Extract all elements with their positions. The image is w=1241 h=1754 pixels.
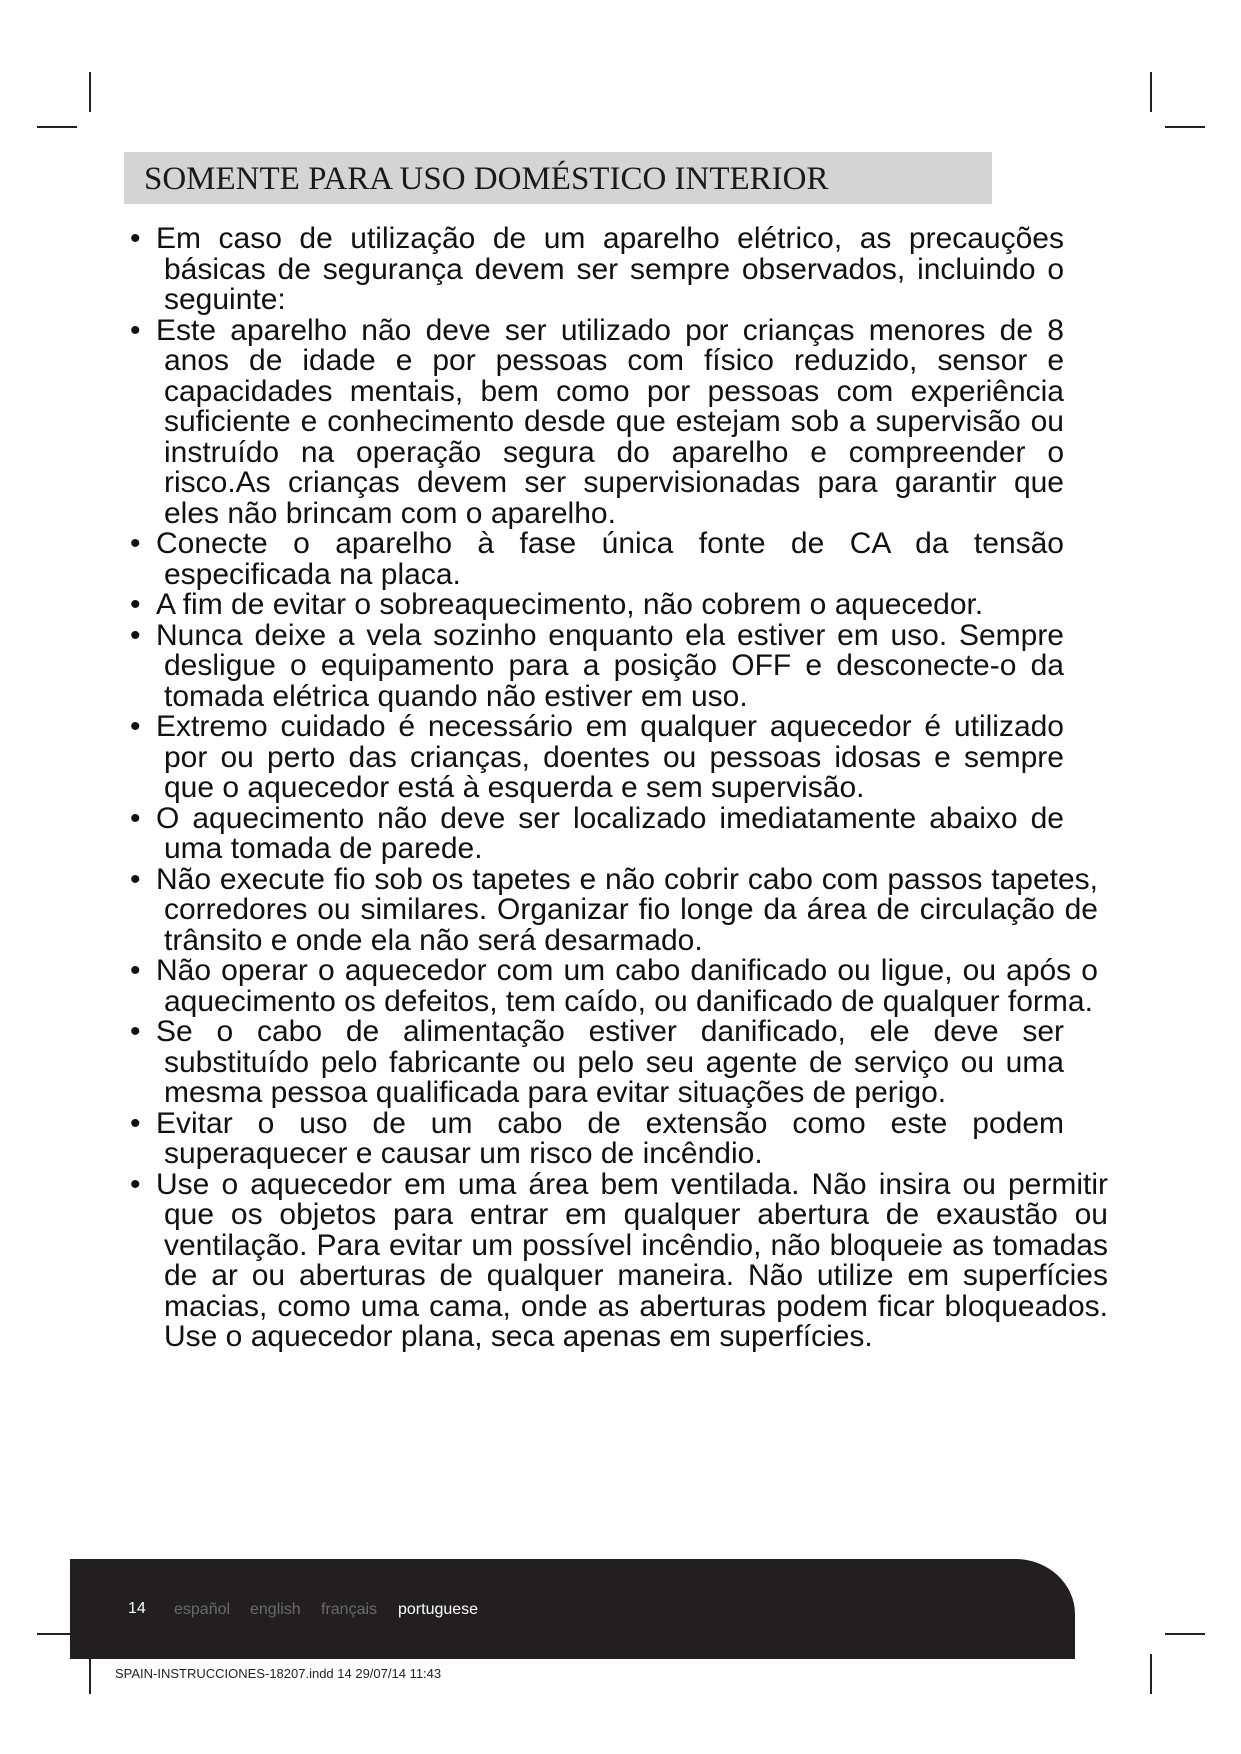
bullet: • <box>130 313 141 347</box>
bullet: • <box>130 1106 141 1140</box>
crop-mark <box>1165 1633 1205 1635</box>
bullet: • <box>130 862 141 896</box>
section-title: SOMENTE PARA USO DOMÉSTICO INTERIOR <box>144 161 829 197</box>
list-item-text: Em caso de utilização de um aparelho elétrico, as precauções básicas de segurança devem ser sempre observados, incluindo o seguinte: <box>156 222 1064 316</box>
crop-mark <box>89 72 91 112</box>
list-item-text: Extremo cuidado é necessário em qualquer aquecedor é utilizado por ou perto das crianças, doentes ou pessoas idosas e sempre que o aquecedor está à esquerda e sem supervisão. <box>156 710 1064 804</box>
safety-instructions-list <box>124 222 1108 1353</box>
section-title-bar <box>124 152 992 204</box>
bullet: • <box>130 1015 141 1048</box>
bullet: • <box>130 710 141 743</box>
list-item <box>124 618 1064 713</box>
list-item <box>124 224 1064 316</box>
crop-mark <box>89 1654 91 1694</box>
list-item-text: Se o cabo de alimentação estiver danificado, ele deve ser substituído pelo fabricante ou pelo seu agente de serviço ou uma mesma pessoa qualificada para evitar situações de perigo. <box>156 1015 1064 1109</box>
list-item <box>124 862 1098 957</box>
list-item-text: Conecte o aparelho à fase única fonte de CA da tensão especificada na placa. <box>156 527 1064 591</box>
bullet: • <box>130 222 141 255</box>
language-tab-english[interactable]: english <box>250 1601 301 1618</box>
crop-mark <box>1150 72 1152 112</box>
bullet: • <box>130 1167 141 1201</box>
language-tab-portuguese[interactable]: portuguese <box>398 1601 479 1618</box>
list-item-text: Não execute fio sob os tapetes e não cobrir cabo com passos tapetes, corredores ou similares. Organizar fio longe da área de circulação de trânsito e onde ela não será desarmado. <box>156 862 1098 957</box>
language-tab-espanol[interactable]: español <box>174 1601 231 1618</box>
bullet: • <box>130 527 141 560</box>
list-item <box>124 313 1064 530</box>
list-item <box>124 1106 1064 1170</box>
page-footer <box>70 1559 1075 1659</box>
list-item-text: Não operar o aquecedor com um cabo danificado ou ligue, ou após o aquecimento os defeitos, tem caído, ou danificado de qualquer forma. <box>156 954 1098 1018</box>
crop-mark <box>37 126 77 128</box>
language-tab-francais[interactable]: français <box>321 1601 378 1618</box>
print-slug-line: SPAIN-INSTRUCCIONES-18207.indd 14 29/07/14 11:43 <box>115 1666 442 1681</box>
list-item <box>124 590 1108 621</box>
bullet: • <box>130 588 141 621</box>
list-item <box>124 1017 1064 1109</box>
list-item <box>124 529 1064 590</box>
bullet: • <box>130 618 141 652</box>
list-item-text: A fim de evitar o sobreaquecimento, não cobrem o aquecedor. <box>156 588 984 621</box>
list-item-text: Use o aquecedor em uma área bem ventilada. Não insira ou permitir que os objetos para entrar em qualquer abertura de exaustão ou ventilação. Para evitar um possível incêndio, não bloqueie as tomadas de ar ou aberturas de qualquer maneira. Não utilize em superfícies macias, como uma cama, onde as aberturas podem ficar bloqueados. Use o aquecedor plana, seca apenas em superfícies. <box>156 1167 1108 1353</box>
list-item <box>124 712 1064 804</box>
page-number: 14 <box>128 1600 146 1617</box>
crop-mark <box>1165 126 1205 128</box>
bullet: • <box>130 954 141 987</box>
list-item-text: Nunca deixe a vela sozinho enquanto ela estiver em uso. Sempre desligue o equipamento para a posição OFF e desconecte-o da tomada elétrica quando não estiver em uso. <box>156 618 1064 713</box>
bullet: • <box>130 801 141 835</box>
list-item <box>124 956 1098 1017</box>
list-item <box>124 1167 1108 1353</box>
crop-mark <box>1150 1654 1152 1694</box>
list-item-text: Evitar o uso de um cabo de extensão como este podem superaquecer e causar um risco de incêndio. <box>156 1106 1064 1170</box>
list-item-text: O aquecimento não deve ser localizado imediatamente abaixo de uma tomada de parede. <box>156 801 1064 865</box>
list-item <box>124 801 1064 865</box>
list-item-text: Este aparelho não deve ser utilizado por crianças menores de 8 anos de idade e por pessoas com físico reduzido, sensor e capacidades mentais, bem como por pessoas com experiência suficiente e conhecimento desde que estejam sob a supervisão ou instruído na operação segura do aparelho e compreender o risco.As crianças devem ser supervisionadas para garantir que eles não brincam com o aparelho. <box>156 313 1064 530</box>
